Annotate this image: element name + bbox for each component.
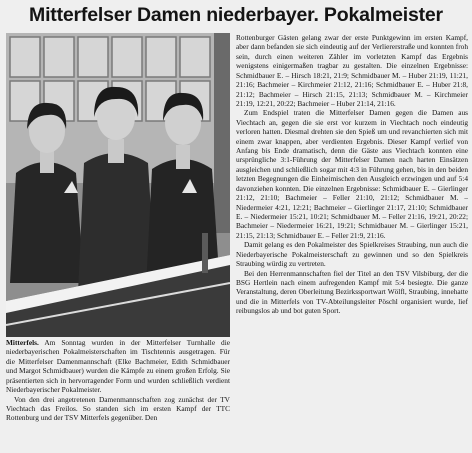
- article-paragraph: Rottenburger Gästen gelang zwar der erste Punktgewinn im ersten Kampf, aber dann befanden sie sich eindeutig auf der Verliererstraße und konnten froh sein, durch einen weiteren Zähler im vorletzten Kampf das Ergebnis wenigstens einigermaßen tragbar zu gestalten. Die einzelnen Ergebnisse: Schmidbauer E. – Hirsch 18:21, 21:9; Schmidbauer M. – Huber 21:19, 11:21, 21:16; Bachmeier – Kirchmeier 21:12, 21:16; Schmidbauer E. – Huber 21:8, 21:12; Bachmeier – Hirsch 21:15, 21:13; Schmidbauer M. – Kirchmeier 21:19, 12:21, 20:22; Bachmeier – Huber 21:14, 21:16.: [236, 33, 468, 108]
- article-paragraph: Bei den Herrenmannschaften fiel der Titel an den TSV Vilsbiburg, der die BSG Hertlein nach einem aufregenden Kampf mit 5:4 besiegte. Die ganze Veranstaltung, deren Oberleitung Bezirkssportwart Wölfl, Straubing, innehatte und die in Mitterfels von TV-Abteilungsleiter Pöschl organisiert wurde, lief reibungslos ab und bot guten Sport.: [236, 268, 468, 316]
- article-paragraph: Zum Endspiel traten die Mitterfelser Damen gegen die Damen aus Viechtach an, gegen die sie erst vor kurzem in Viechtach noch eindeutig verloren hatten. Diesmal drehten sie den Spieß um und revanchierten sich mit einem zwar knappen, aber verdienten Ergebnis. Dieser Kampf verlief von Anfang bis Ende dramatisch, denn die Gäste aus Viechtach konnten eine ursprüngliche 3:1-Führung der Mitterfelser Damen nach harten Einsätzen ausgleichen und schließlich sogar mit 4:3 in Führung gehen, bis in den beiden letzten Begegnungen die Einheimischen den Ausgleich erzwingen und auf 5:4 davonziehen konnten. Die einzelnen Ergebnisse: Schmidbauer E. – Gierlinger 21:12, 21:10; Bachmeier – Feller 21:10, 21:12; Schmidbauer M. – Niedermeier 4:21, 12:21; Bachmeier – Gierlinger 21:17, 21:10; Schmidbauer E. – Niedermeier 15:21, 10:21; Schmidbauer M. – Feller 21:16, 19:21, 20:22; Bachmeier – Niedermeier 16:21, 19:21; Schmidbauer M. – Gierlinger 15:21, 21:15, 21:13; Schmidbauer E. – Feller 21:9, 21:16.: [236, 108, 468, 240]
- article-left-column: [6, 338, 230, 453]
- article-paragraph: Von den drei angetretenen Damenmannschaften zog zunächst der TV Viechtach das Freilos. So standen sich im ersten Kampf der TTC Rottenburg und der TSV Mitterfels gegenüber. Den: [6, 394, 230, 423]
- dateline: Mitterfels.: [6, 338, 39, 347]
- team-photo: [6, 33, 230, 337]
- article-paragraph: Am Sonntag wurden in der Mitterfelser Turnhalle die niederbayerischen Pokalmeisterschaften im Tischtennis ausgetragen. Für die Mitterfelser Damenmannschaft (Elke Bachmeier, Edith Schmidbauer und Margot Schmidbauer) wurden die Kämpfe zu einem großen Erfolg. Sie präsentierten sich in hervorragender Form und wurden schließlich verdient Niederbayerischer Pokalmeister.: [6, 338, 230, 395]
- headline: Mitterfelser Damen niederbayer. Pokalmeister: [29, 4, 443, 26]
- article-paragraph: Damit gelang es den Pokalmeister des Spielkreises Straubing, nun auch die Niederbayerische Pokalmeisterschaft zu gewinnen und so den Spielkreis Straubing würdig zu vertreten.: [236, 240, 468, 269]
- article-right-column: [236, 33, 468, 453]
